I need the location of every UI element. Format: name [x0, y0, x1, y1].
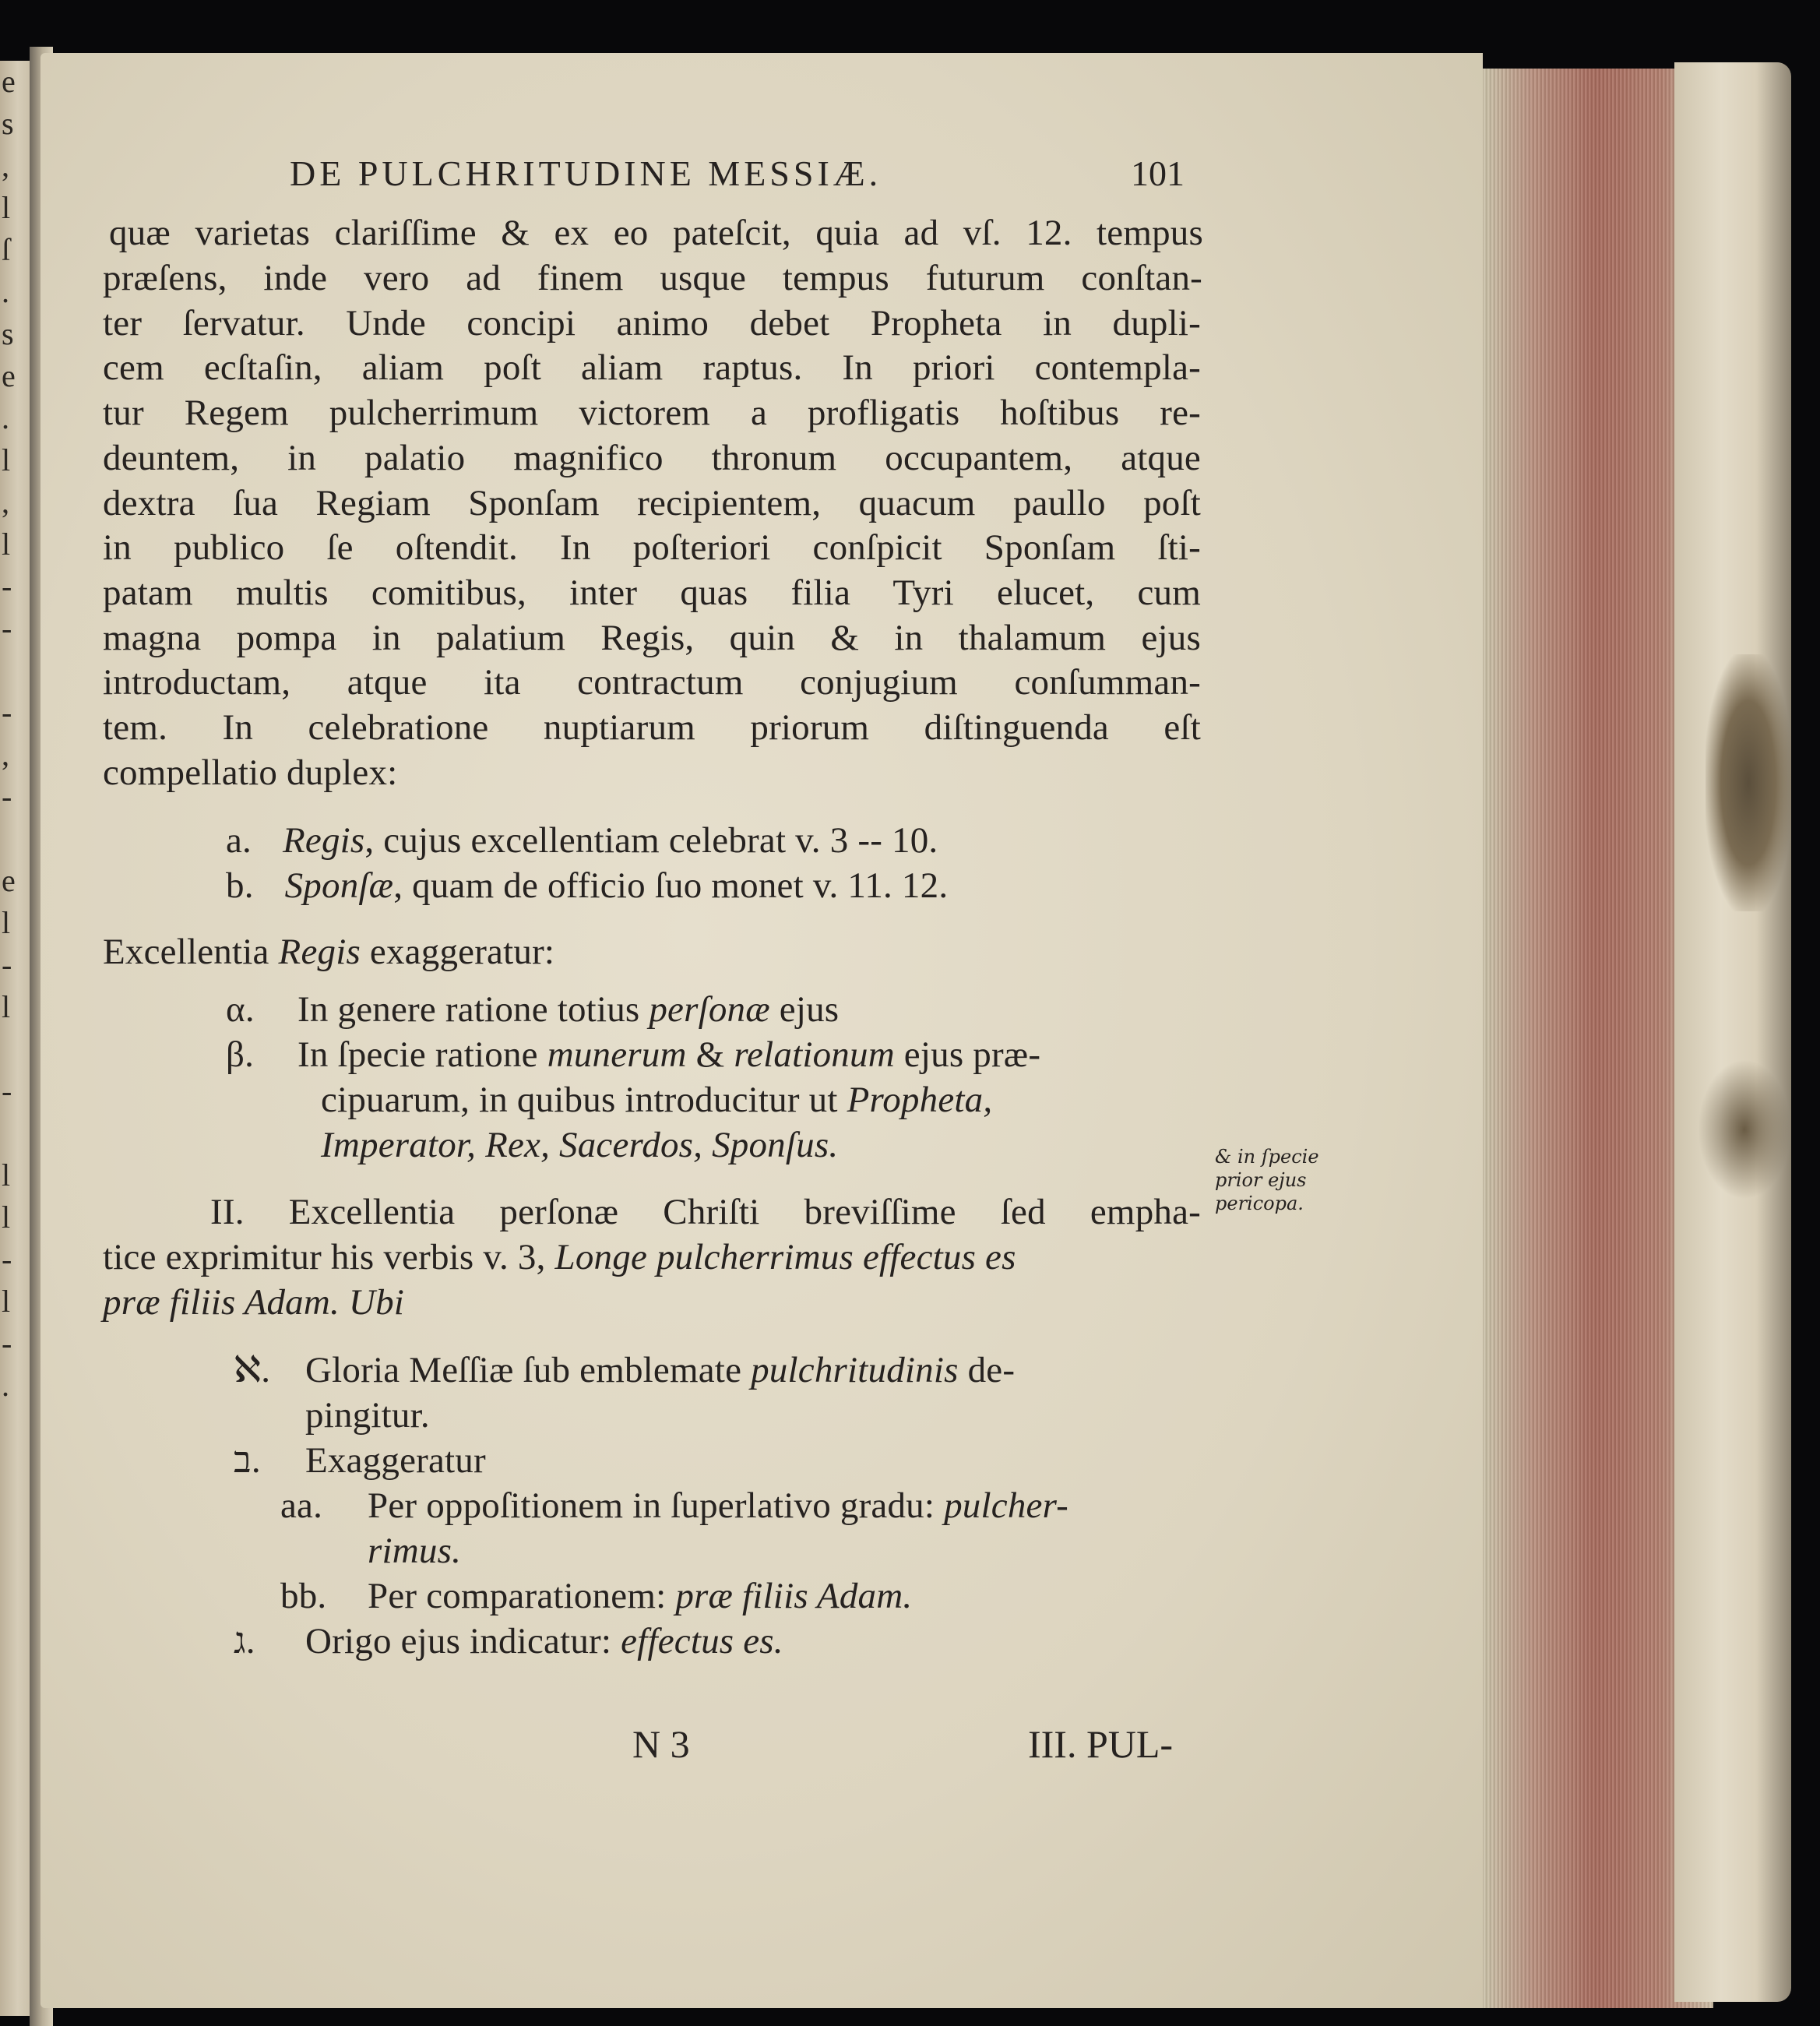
body-line: tem. In celebratione nuptiarum priorum diſtinguenda eſt [103, 707, 1201, 748]
list-marker: aa. [280, 1485, 323, 1526]
item-text: In genere ratione totius [297, 989, 649, 1030]
body-line: deuntem, in palatio magnifico thronum occupantem, atque [103, 438, 1201, 478]
italic-term: Propheta, [847, 1080, 993, 1120]
list-marker: β. [226, 1034, 255, 1075]
section-ii-line [103, 1280, 404, 1325]
excellentia-beta-cont [321, 1077, 992, 1122]
item-text: Gloria Meſſiæ ſub emblemate [305, 1350, 752, 1390]
marginal-note-line: prior ejus [1215, 1169, 1307, 1191]
italic-term: pulchritudinis [751, 1350, 959, 1390]
sub-list-item [280, 1483, 1068, 1528]
excellentia-intro [103, 929, 554, 974]
item-text: Per comparationem: [368, 1576, 676, 1616]
body-line: ter ſervatur. Unde concipi animo debet Propheta in dupli- [103, 303, 1201, 344]
marginal-note-line: pericopa. [1215, 1193, 1304, 1214]
excellentia-beta-cont: Imperator, Rex, Sacerdos, Sponſus. [321, 1125, 839, 1165]
marginal-note [1215, 1145, 1371, 1215]
body-line: tur Regem pulcherrimum victorem a profligatis hoſtibus re- [103, 393, 1201, 433]
item-text: Per oppoſitionem in ſuperlativo gradu: [368, 1485, 945, 1526]
compellatio-item-a [226, 818, 938, 863]
item-text: Exaggeratur [305, 1440, 486, 1481]
item-text: ejus præ- [894, 1034, 1041, 1075]
sub-list-item [280, 1573, 912, 1619]
origo-item [234, 1619, 783, 1664]
catchword: III. PUL- [1028, 1722, 1174, 1766]
intro-text: exaggeratur: [360, 932, 555, 972]
italic-term: pulcher- [944, 1485, 1068, 1526]
body-line: introductam, atque ita contractum conjugium conſumman- [103, 662, 1201, 703]
italic-term: præ filiis Adam. [103, 1282, 340, 1323]
hebrew-list-item-cont: pingitur. [305, 1395, 430, 1436]
body-line: cem ecſtaſin, aliam poſt aliam raptus. In priori contempla- [103, 347, 1201, 388]
body-line: magna pompa in palatium Regis, quin & in thalamum ejus [103, 618, 1201, 658]
left-page-fragments: e s , l ſ . s e . l , l - - - , - e l - l - l l - l - . [2, 64, 16, 1403]
body-line: dextra ſua Regiam Sponſam recipientem, quacum paullo poſt [103, 483, 1201, 523]
compellatio-item-b [226, 863, 948, 908]
item-text: & [686, 1034, 734, 1075]
section-ii-line: II. Excellentia perſonæ Chriſti breviſſime ſed empha- [210, 1192, 1201, 1232]
body-line: in publico ſe oſtendit. In poſteriori conſpicit Sponſam ſti- [103, 527, 1201, 568]
item-text: Ubi [339, 1282, 405, 1323]
item-text: de- [958, 1350, 1016, 1390]
list-marker: α. [226, 989, 255, 1030]
page-number: 101 [1131, 153, 1185, 193]
item-text: Origo ejus indicatur: [305, 1621, 621, 1661]
excellentia-beta [226, 1032, 1040, 1077]
italic-term: Regis [282, 820, 365, 861]
excellentia-alpha [226, 987, 839, 1032]
intro-text: Excellentia [103, 932, 279, 972]
list-marker: bb. [280, 1576, 327, 1616]
item-text: cipuarum, in quibus introducitur ut [321, 1080, 847, 1120]
italic-term: Regis [278, 932, 361, 972]
item-text: tice exprimitur his verbis v. 3, [103, 1237, 555, 1277]
italic-term: Sponſæ [284, 865, 394, 906]
body-line: quæ varietas clariſſime & ex eo pateſcit, quia ad vſ. 12. tempus [109, 213, 1203, 253]
body-line: compellatio duplex: [103, 752, 398, 793]
list-marker: ℵ. [234, 1350, 271, 1390]
item-text: In ſpecie ratione [297, 1034, 547, 1075]
item-text: ejus [769, 989, 840, 1030]
signature-mark: N 3 [632, 1722, 690, 1766]
sub-list-item-cont: rimus. [368, 1531, 462, 1571]
body-line: præſens, inde vero ad finem usque tempus futurum conſtan- [103, 258, 1202, 298]
italic-term: munerum [547, 1034, 687, 1075]
body-line: patam multis comitibus, inter quas filia Tyri elucet, cum [103, 573, 1201, 613]
item-text: , cujus excellentiam celebrat v. 3 -- 10. [364, 820, 938, 861]
list-marker: b. [226, 865, 254, 906]
italic-term: perſonæ [649, 989, 770, 1030]
section-ii-line [103, 1235, 1016, 1280]
hebrew-list-item [234, 1348, 1015, 1393]
marginal-note-line: & in ſpecie [1215, 1146, 1319, 1168]
list-marker: a. [226, 820, 252, 861]
italic-term: Longe pulcherrimus effectus es [554, 1237, 1016, 1277]
running-title: DE PULCHRITUDINE MESSIÆ. [290, 153, 882, 193]
hebrew-list-item [234, 1438, 486, 1483]
italic-term: præ filiis Adam. [675, 1576, 913, 1616]
italic-term: relationum [734, 1034, 895, 1075]
list-marker: ג. [234, 1621, 255, 1661]
item-text: , quam de officio ſuo monet v. 11. 12. [393, 865, 949, 906]
list-marker: ב. [234, 1440, 261, 1481]
italic-term: effectus es. [621, 1621, 783, 1661]
